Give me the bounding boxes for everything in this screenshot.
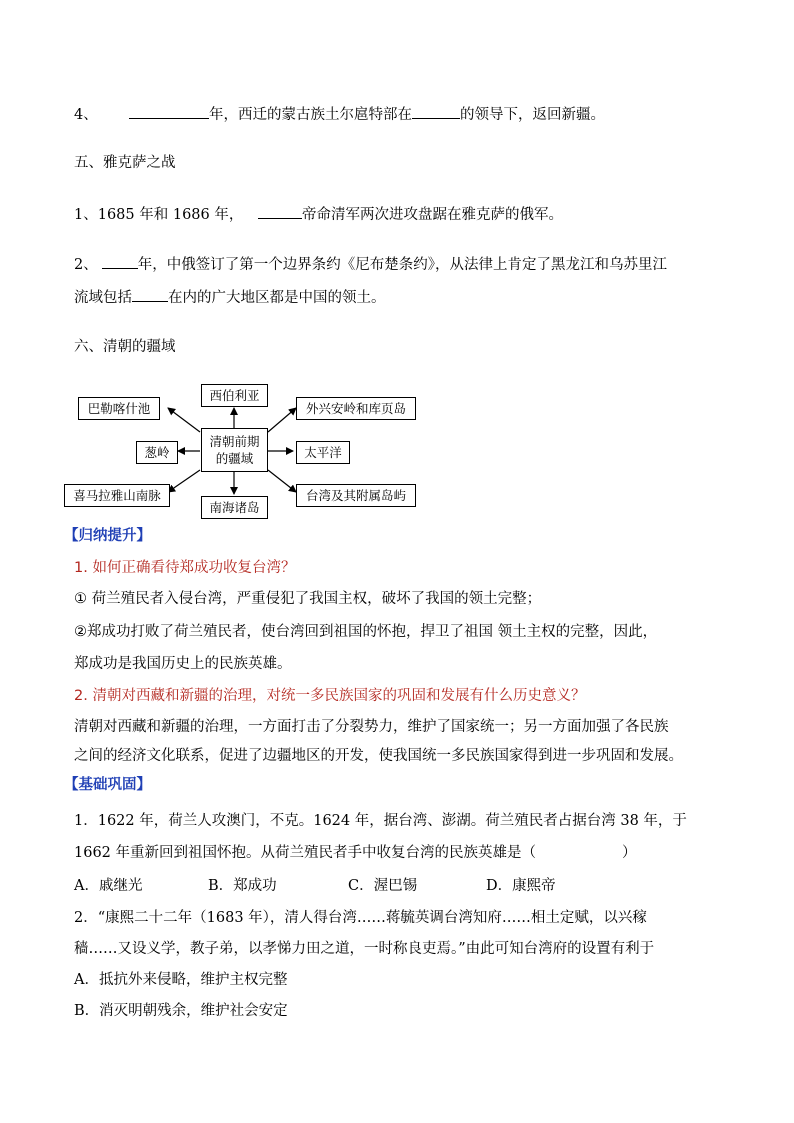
basics-question-1-line2 [74, 843, 637, 863]
basics-question-1-options [74, 876, 556, 896]
summary-answer-2-line2: 之间的经济文化联系，促进了边疆地区的开发，使我国统一多民族国家得到进一步巩固和发展。 [74, 748, 683, 764]
diagram-box-right-top: 外兴安岭和库页岛 [296, 397, 416, 420]
center-label-line1: 清朝前期 [209, 434, 260, 449]
diagram-box-right-mid: 太平洋 [296, 441, 350, 464]
arrow-right-bottom [268, 470, 296, 492]
question-text: 1662 年重新回到祖国怀抱。从荷兰殖民者手中收复台湾的民族英雄是（ [74, 845, 537, 861]
arrow-right-top [268, 408, 296, 432]
summary-answer-1-line2: ②郑成功打败了荷兰殖民者，使台湾回到祖国的怀抱，捍卫了祖国 领土主权的完整，因此， [74, 624, 658, 640]
basics-question-1-line1: 1．1622 年，荷兰人攻澳门，不克。1624 年，据台湾、澎湖。荷兰殖民者占据台湾 38 年，于 [74, 813, 687, 829]
question-text: 在内的广大地区都是中国的领土。 [168, 290, 386, 306]
basics-question-2-line1: 2．“康熙二十二年（1683 年），清人得台湾……蒋毓英调台湾知府……相土定赋，以兴稼 [74, 910, 647, 926]
question-text: 的领导下，返回新疆。 [459, 107, 605, 123]
option-a[interactable]: A．戚继光 [74, 878, 143, 894]
summary-question-1: 1. 如何正确看待郑成功收复台湾？ [74, 560, 296, 576]
question-text: 帝命清军两次进攻盘踞在雅克萨的俄军。 [301, 207, 563, 223]
section-6-title: 六、清朝的疆域 [74, 339, 176, 355]
question-text: 流域包括 [74, 290, 132, 306]
question-text: 年，西迁的蒙古族土尔扈特部在 [208, 107, 412, 123]
option-d[interactable]: D．康熙帝 [486, 878, 556, 894]
summary-heading: 【归纳提升】 [64, 528, 151, 544]
arrow-left-bottom [168, 470, 200, 492]
diagram-box-left-top: 巴勒喀什池 [78, 397, 160, 420]
section-5-title: 五、雅克萨之战 [74, 155, 176, 171]
summary-question-2: 2. 清朝对西藏和新疆的治理，对统一多民族国家的巩固和发展有什么历史意义？ [74, 688, 586, 704]
question-text: 2、 [74, 257, 98, 273]
basics-heading: 【基础巩固】 [64, 777, 151, 793]
question-number: 4、 [74, 107, 98, 123]
diagram-box-left-mid: 葱岭 [136, 441, 178, 464]
option-b[interactable]: B．消灭明朝残余，维护社会安定 [74, 1003, 288, 1019]
territory-diagram-arrows [0, 0, 794, 530]
basics-question-2-line2: 穑……又设义学，教子弟，以孝悌力田之道，一时称良吏焉。”由此可知台湾府的设置有利于 [74, 941, 655, 957]
question-text: 年，中俄签订了第一个边界条约《尼布楚条约》，从法律上肯定了黑龙江和乌苏里江 [137, 257, 667, 273]
diagram-box-right-bottom: 台湾及其附属岛屿 [296, 484, 416, 507]
option-a[interactable]: A．抵抗外来侵略，维护主权完整 [74, 972, 288, 988]
diagram-box-left-bottom: 喜马拉雅山南脉 [64, 484, 170, 507]
diagram-box-bottom: 南海诸岛 [201, 496, 268, 519]
diagram-box-top: 西伯利亚 [201, 384, 268, 407]
summary-answer-1-line3: 郑成功是我国历史上的民族英雄。 [74, 656, 292, 672]
diagram-center [201, 428, 268, 472]
center-label-line2: 的疆域 [215, 451, 254, 466]
question-text: ） [622, 845, 637, 861]
summary-answer-1-line1: ① 荷兰殖民者入侵台湾，严重侵犯了我国主权，破坏了我国的领土完整； [74, 591, 542, 607]
question-text: 1、1685 年和 1686 年， [74, 207, 244, 223]
option-b[interactable]: B．郑成功 [208, 878, 277, 894]
summary-answer-2-line1: 清朝对西藏和新疆的治理，一方面打击了分裂势力，维护了国家统一；另一方面加强了各民族 [74, 719, 669, 735]
arrow-left-top [168, 408, 200, 432]
option-c[interactable]: C．渥巴锡 [348, 878, 418, 894]
